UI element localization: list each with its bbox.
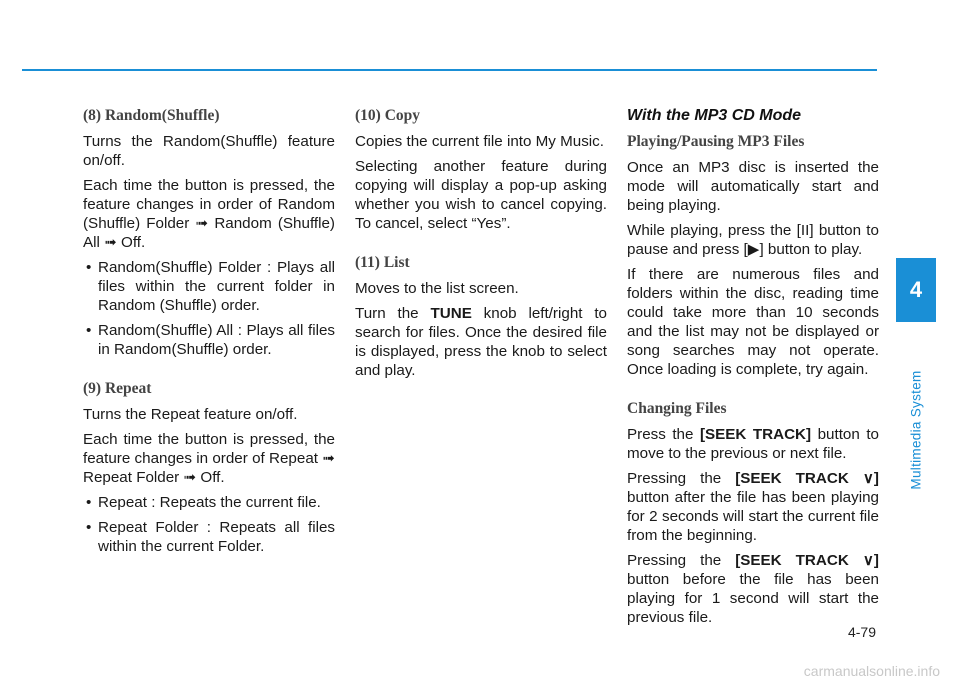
paragraph [627,221,879,259]
heading-random-shuffle: (8) Random(Shuffle) [83,107,220,124]
paragraph: Turns the Random(Shuffle) feature on/off. [83,133,335,169]
seek-track-down-label: [SEEK TRACK ∨] [735,552,879,569]
column-1 [83,106,335,562]
heading-changing-files: Changing Files [627,400,727,417]
list-item: • Random(Shuffle) All : Plays all files in Random(Shuffle) order. [83,321,335,359]
paragraph [355,304,607,380]
paragraph: Moves to the list screen. [355,280,519,297]
paragraph: Copies the current file into My Music. [355,133,604,150]
tune-knob-label: TUNE [430,305,472,322]
heading-copy: (10) Copy [355,107,421,124]
pause-icon: II [800,222,810,239]
watermark: carmanualsonline.info [803,663,940,679]
heading-list: (11) List [355,254,410,271]
play-icon: ▶ [747,241,760,258]
text-span: ] button to play. [759,241,863,258]
text-span: button after the file has been playing for 2 seconds will start the current file from the beginning. [627,489,879,544]
text-span: Turn the [355,305,431,322]
bullet-list [83,258,335,359]
paragraph [627,469,879,545]
section-title-mp3-cd: With the MP3 CD Mode [627,107,802,124]
paragraph: Turns the Repeat feature on/off. [83,406,298,423]
paragraph: If there are numerous files and folders within the disc, reading time could take more than 10 seconds and the list may not be displayed or song searches may not operate. Once loading is complete, try again. [627,266,879,378]
heading-playing-pausing: Playing/Pausing MP3 Files [627,133,805,150]
seek-track-down-label: [SEEK TRACK ∨] [735,470,879,487]
column-3 [627,106,879,633]
text-span: Pressing the [627,552,736,569]
text-span: Pressing the [627,470,736,487]
paragraph [627,551,879,627]
heading-repeat: (9) Repeat [83,380,152,397]
page-number: 4-79 [847,624,876,640]
text-span: ] button to pause and press [ [627,222,879,258]
paragraph: Selecting another feature during copying will display a pop-up asking whether you wish to cancel copying. To cancel, select “Yes”. [355,158,607,232]
text-span: button before the file has been playing for 1 second will start the previous file. [627,571,879,626]
list-item: • Repeat Folder : Repeats all files within the current Folder. [83,518,335,556]
text-span: While playing, press the [ [627,222,801,239]
chapter-side-title: Multimedia System [908,370,924,490]
column-2 [355,106,607,386]
text-span: Press the [627,426,700,443]
paragraph: Each time the button is pressed, the feature changes in order of Repeat ➟ Repeat Folder ➟ Off. [83,431,335,486]
list-item: • Random(Shuffle) Folder : Plays all files within the current folder in Random (Shuffle) order. [83,258,335,315]
paragraph: Once an MP3 disc is inserted the mode will automatically start and being playing. [627,159,879,214]
header-rule [22,69,877,71]
text-span: knob left/right to search for files. Once the desired file is displayed, press the knob to select and play. [355,305,607,379]
text-span: button to move to the previous or next file. [627,426,879,462]
list-item: • Repeat : Repeats the current file. [83,493,335,512]
paragraph: Each time the button is pressed, the feature changes in order of Random (Shuffle) Folder ➟ Random (Shuffle) All ➟ Off. [83,177,335,251]
bullet-list [83,493,335,556]
seek-track-label: [SEEK TRACK] [699,426,812,443]
chapter-tab: 4 [896,258,936,322]
paragraph [627,425,879,463]
